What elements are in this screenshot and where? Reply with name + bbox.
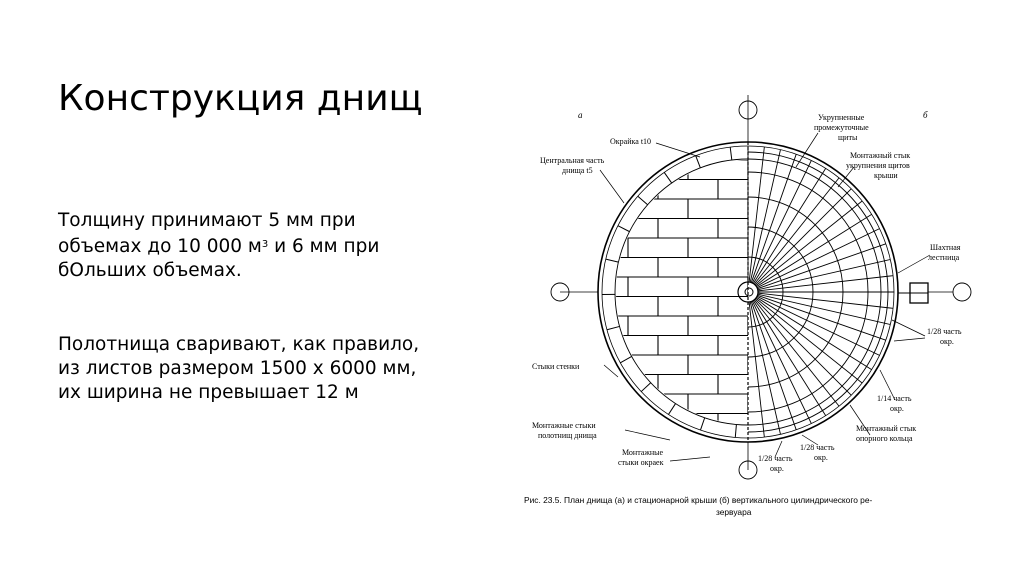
label-part-1-28-a-2: окр. [940, 337, 954, 346]
edge-joint [606, 259, 619, 262]
leader-line [600, 170, 624, 203]
paragraph-thickness-part2: и 6 мм при бОльших объемах. [58, 236, 380, 281]
slide-title: Конструкция днищ [58, 78, 423, 119]
label-part-1-28-b-2: окр. [814, 453, 828, 462]
edge-joint [668, 404, 675, 415]
edge-joint [620, 356, 631, 362]
label-wall-joints: Стыки стенки [532, 362, 580, 371]
label-roof-joint-2: укрупнения щитов [846, 161, 910, 170]
edge-joint [664, 172, 671, 183]
edge-joint [641, 383, 651, 392]
roof-hub-core [745, 288, 753, 296]
label-ring-joint-2: опорного кольца [856, 434, 913, 443]
leader-line [894, 338, 925, 341]
roof-rafter [755, 189, 851, 285]
roof-rafter [758, 294, 891, 324]
label-roof-joint-3: крыши [874, 171, 898, 180]
edge-joint [696, 156, 701, 168]
label-part-1-14-1: 1/14 часть [877, 394, 912, 403]
paragraph-thickness-part1: Толщину принимают 5 мм при объемах до 10 000 м [58, 210, 356, 257]
edge-joint [700, 418, 704, 430]
superscript-3: 3 [261, 239, 269, 250]
label-enlarged-panels-2: промежуточные [814, 123, 869, 132]
edge-joint [730, 147, 732, 160]
tank-plan-figure [520, 95, 1000, 525]
label-part-1-14-2: окр. [890, 404, 904, 413]
figure-caption-line-2: зервуара [716, 507, 752, 517]
paragraph-thickness [58, 209, 438, 283]
label-ring-joint-1: Монтажный стык [856, 424, 917, 433]
leader-line [625, 430, 670, 440]
edge-joint [638, 196, 648, 205]
axis-marker-right [953, 283, 971, 301]
roof-rafter [750, 150, 780, 283]
label-enlarged-panels-3: щиты [838, 133, 858, 142]
roof-rafter [758, 260, 891, 290]
figure-mark-a: а [578, 110, 583, 120]
edge-joint [607, 326, 620, 329]
roof-rafter [751, 301, 796, 429]
leader-line [604, 365, 618, 377]
leader-line [898, 255, 930, 273]
paragraph-sheets: Полотнища сваривают, как правило, из листов размером 1500 х 6000 мм, их ширина не превышает 12 м [58, 334, 420, 403]
edge-joint [618, 226, 630, 232]
label-roof-joint-1: Монтажный стык [850, 151, 911, 160]
label-central-part-1: Центральная часть [540, 156, 605, 165]
label-part-1-28-c-2: окр. [770, 464, 784, 473]
label-mount-joints-edges-1: Монтажные [622, 448, 664, 457]
figure-mark-b: б [923, 110, 928, 120]
label-part-1-28-a-1: 1/28 часть [927, 327, 962, 336]
label-part-1-28-c-1: 1/28 часть [758, 454, 793, 463]
roof-rafter [755, 299, 851, 395]
label-okraika: Окрайка t10 [610, 137, 652, 146]
label-central-part-2: днища t5 [562, 166, 593, 175]
leader-line [670, 457, 710, 461]
label-enlarged-panels-1: Укрупненные [818, 113, 865, 122]
roof-rafter [757, 295, 885, 340]
leader-line [892, 320, 925, 336]
leader-line [656, 143, 700, 157]
roof-rafter [757, 244, 885, 289]
label-mount-joints-edges-2: стыки окраек [618, 458, 664, 467]
figure-caption-line-1: Рис. 23.5. План днища (а) и стационарной крыши (б) вертикального цилиндрического ре- [524, 495, 873, 505]
label-mount-joints-sheets-1: Монтажные стыки [532, 421, 596, 430]
edge-joint [735, 424, 736, 437]
label-shaft-ladder-2: лестница [928, 253, 960, 262]
label-part-1-28-b-1: 1/28 часть [800, 443, 835, 452]
roof-rafter [750, 302, 780, 435]
label-mount-joints-sheets-2: полотнищ днища [538, 431, 597, 440]
label-shaft-ladder-1: Шахтная [930, 243, 961, 252]
roof-rafter [751, 154, 796, 282]
